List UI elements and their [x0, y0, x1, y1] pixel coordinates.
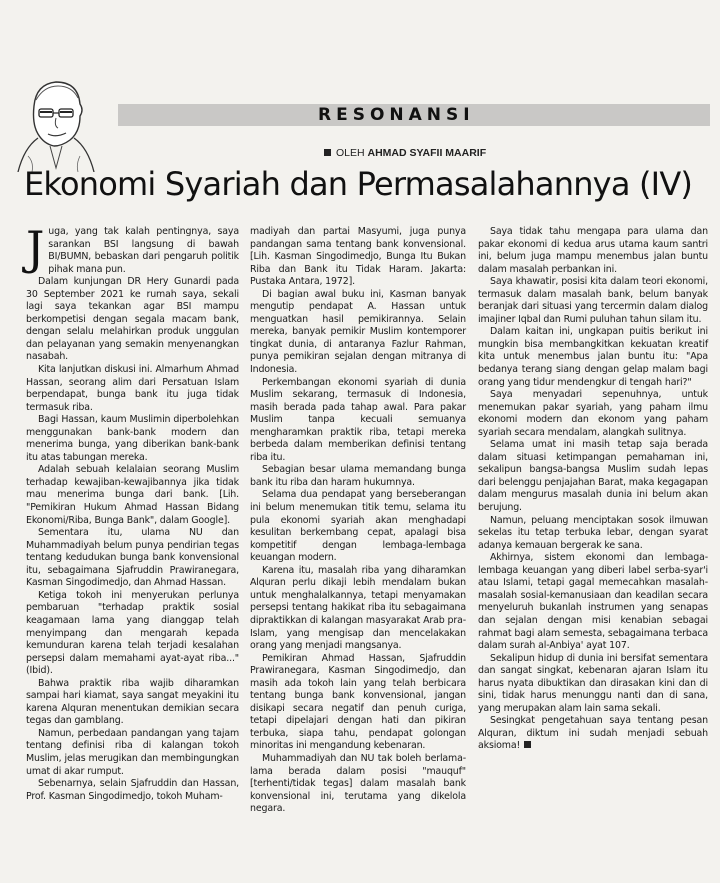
paragraph: Sekalipun hidup di dunia ini bersifat sementara dan sangat singkat, kebenaran ajaran Islam itu harus nyata dibuktikan dan dirasakan kini dan di sini, tidak harus menunggu nanti dan di sana, yang merupakan alam lain sama sekali. — [478, 652, 708, 714]
paragraph: Bahwa praktik riba wajib diharamkan sampai hari kiamat, saya sangat meyakini itu karena Alquran menentukan demikian secara tegas dan gamblang. — [26, 677, 239, 727]
paragraph: Pemikiran Ahmad Hassan, Sjafruddin Prawiranegara, Kasman Singodimedjo, dan masih ada tokoh lain yang telah berbicara tentang bunga bank konvensional, jangan disikapi secara negatif dan penuh curiga, tetapi dipelajari dengan hati dan pikiran terbuka, siapa tahu, pendapat golongan minoritas ini mengandung kebenaran. — [250, 652, 466, 752]
paragraph: Saya khawatir, posisi kita dalam teori ekonomi, termasuk dalam masalah bank, belum banyak beranjak dari situasi yang tercermin dalam dialog imajiner Iqbal dan Rumi puluhan tahun silam itu. — [478, 276, 708, 325]
paragraph: Sebenarnya, selain Sjafruddin dan Hassan, Prof. Kasman Singodimedjo, tokoh Muham- — [26, 778, 239, 802]
author-portrait-sketch — [14, 76, 96, 172]
paragraph: Sesingkat pengetahuan saya tentang pesan Alquran, diktum ini sudah menjadi sebuah aksioma! — [478, 715, 708, 752]
paragraph: Karena itu, masalah riba yang diharamkan Alquran perlu dikaji lebih mendalam bukan untuk menghalalkannya, tetapi menyamakan persepsi tentang hakikat riba itu sebagaimana dipraktikkan di kalangan masyarakat Arab pra-Islam, yang mengisap dan mencelakakan orang yang menjadi mangsanya. — [250, 564, 466, 652]
paragraph: Juga, yang tak kalah pentingnya, saya sarankan BSI langsung di bawah BI/BUMN, bebaskan dari pengaruh politik pihak mana pun. — [26, 221, 239, 275]
paragraph: Namun, perbedaan pandangan yang tajam tentang definisi riba di kalangan tokoh Muslim, jelas merugikan dan membingungkan umat di akar rumput. — [26, 727, 239, 777]
paragraph: Dalam kaitan ini, ungkapan puitis berikut ini mungkin bisa membangkitkan kekuatan kreatif kita untuk menembus jalan buntu itu: "Apa bedanya terang siang dengan gelap malam bagi orang yang tidur mendengkur di tengah hari?" — [478, 326, 708, 388]
paragraph: Selama dua pendapat yang berseberangan ini belum menemukan titik temu, selama itu pula ekonomi syariah akan menghadapi kesulitan berkembang cepat, apalagi bisa kompetitif dengan lembaga-lembaga keuangan modern. — [250, 489, 466, 564]
end-mark-icon — [524, 741, 531, 748]
article-column-1 — [26, 221, 239, 803]
paragraph: Di bagian awal buku ini, Kasman banyak mengutip pendapat A. Hassan untuk menguatkan hasil pemikirannya. Selain mereka, banyak pemikir Muslim kontemporer tingkat dunia, di antaranya Fazlur Rahman, punya pemikiran sejalan dengan mitranya di Indonesia. — [250, 288, 466, 376]
paragraph: Selama umat ini masih tetap saja berada dalam situasi ketimpangan pemahaman ini, sekalipun bangsa-bangsa Muslim sudah lepas dari belenggu penjajahan Barat, maka kegagapan dalam mengurus masalah dunia ini belum akan berujung. — [478, 439, 708, 514]
paragraph: Saya tidak tahu mengapa para ulama dan pakar ekonomi di kedua arus utama kaum santri ini, belum juga mampu menembus jalan buntu dalam masalah perbankan ini. — [478, 226, 708, 275]
byline-prefix: OLEH — [336, 147, 365, 159]
drop-cap: J — [26, 221, 45, 275]
byline — [324, 147, 486, 159]
paragraph: Perkembangan ekonomi syariah di dunia Muslim sekarang, termasuk di Indonesia, masih berada pada tahap awal. Para pakar Muslim tanpa kecuali semuanya mengharamkan praktik riba, tetapi mereka berbeda dalam memberikan definisi tentang riba itu. — [250, 376, 466, 463]
paragraph: Ketiga tokoh ini menyerukan perlunya pembaruan "terhadap praktik sosial keagamaan lama yang dianggap telah menyimpang dan mengarah kepada kemunduran karena telah terjadi kesalahan persepsi dalam memahami ayat-ayat riba..." (Ibid). — [26, 589, 239, 677]
paragraph: Sebagian besar ulama memandang bunga bank itu riba dan haram hukumnya. — [250, 464, 466, 488]
byline-author: AHMAD SYAFII MAARIF — [367, 147, 487, 159]
paragraph: Namun, peluang menciptakan sosok ilmuwan sekelas itu tetap terbuka lebar, dengan syarat adanya kemauan bergerak ke sana. — [478, 514, 708, 551]
paragraph: Dalam kunjungan DR Hery Gunardi pada 30 September 2021 ke rumah saya, sekali lagi saya tekankan agar BSI mampu berkompetisi dengan segala macam bank, dengan selalu melahirkan produk unggulan dan pelayanan yang semakin menyenangkan nasabah. — [26, 276, 239, 363]
article-column-2 — [250, 226, 466, 816]
byline-square-icon — [324, 149, 331, 156]
article-headline: Ekonomi Syariah dan Permasalahannya (IV) — [24, 165, 693, 203]
paragraph: madiyah dan partai Masyumi, juga punya pandangan sama tentang bank konvensional. [Lih. Kasman Singodimedjo, Bunga Itu Bukan Riba dan Bank itu Tidak Haram. Jakarta: Pustaka Antara, 1972]. — [250, 226, 466, 288]
paragraph: Sementara itu, ulama NU dan Muhammadiyah belum punya pendirian tegas tentang kedudukan bunga bank konvensional itu, sebagaimana Sjafruddin Prawiranegara, Kasman Singodimedjo, dan Ahmad Hassan. — [26, 527, 239, 589]
paragraph: Kita lanjutkan diskusi ini. Almarhum Ahmad Hassan, seorang alim dari Persatuan Islam berpendapat, bunga bank itu juga tidak termasuk riba. — [26, 364, 239, 413]
article-column-3 — [478, 226, 708, 753]
paragraph: Bagi Hassan, kaum Muslimin diperbolehkan menggunakan bank-bank modern dan menerima bunga, yang diberikan bank-bank itu atas tabungan mereka. — [26, 414, 239, 463]
paragraph: Adalah sebuah kelalaian seorang Muslim terhadap kewajiban-kewajibannya jika tidak mau menerima bunga dari bank. [Lih. "Pemikiran Hukum Ahmad Hassan Bidang Ekonomi/Riba, Bunga Bank", dalam Google]. — [26, 464, 239, 526]
paragraph: Muhammadiyah dan NU tak boleh berlama-lama berada dalam posisi "mauquf" [terhenti/tidak tegas] dalam masalah bank konvensional ini, terutama yang dikelola negara. — [250, 752, 466, 815]
paragraph: Akhirnya, sistem ekonomi dan lembaga-lembaga keuangan yang diberi label serba-syar'i atau Islami, tetapi gagal memecahkan masalah-masalah sosial-kemanusiaan dan keadilan secara menyeluruh bukanlah instrumen yang senapas dan sejalan dengan misi kenabian sebagai rahmat bagi alam semesta, sebagaimana terbaca dalam surah al-Anbiya' ayat 107. — [478, 552, 708, 652]
paragraph: Saya menyadari sepenuhnya, untuk menemukan pakar syariah, yang paham ilmu ekonomi modern dan ekonom yang paham syariah secara mendalam, alangkah sulitnya. — [478, 389, 708, 438]
rubric-title: RESONANSI — [318, 105, 475, 125]
